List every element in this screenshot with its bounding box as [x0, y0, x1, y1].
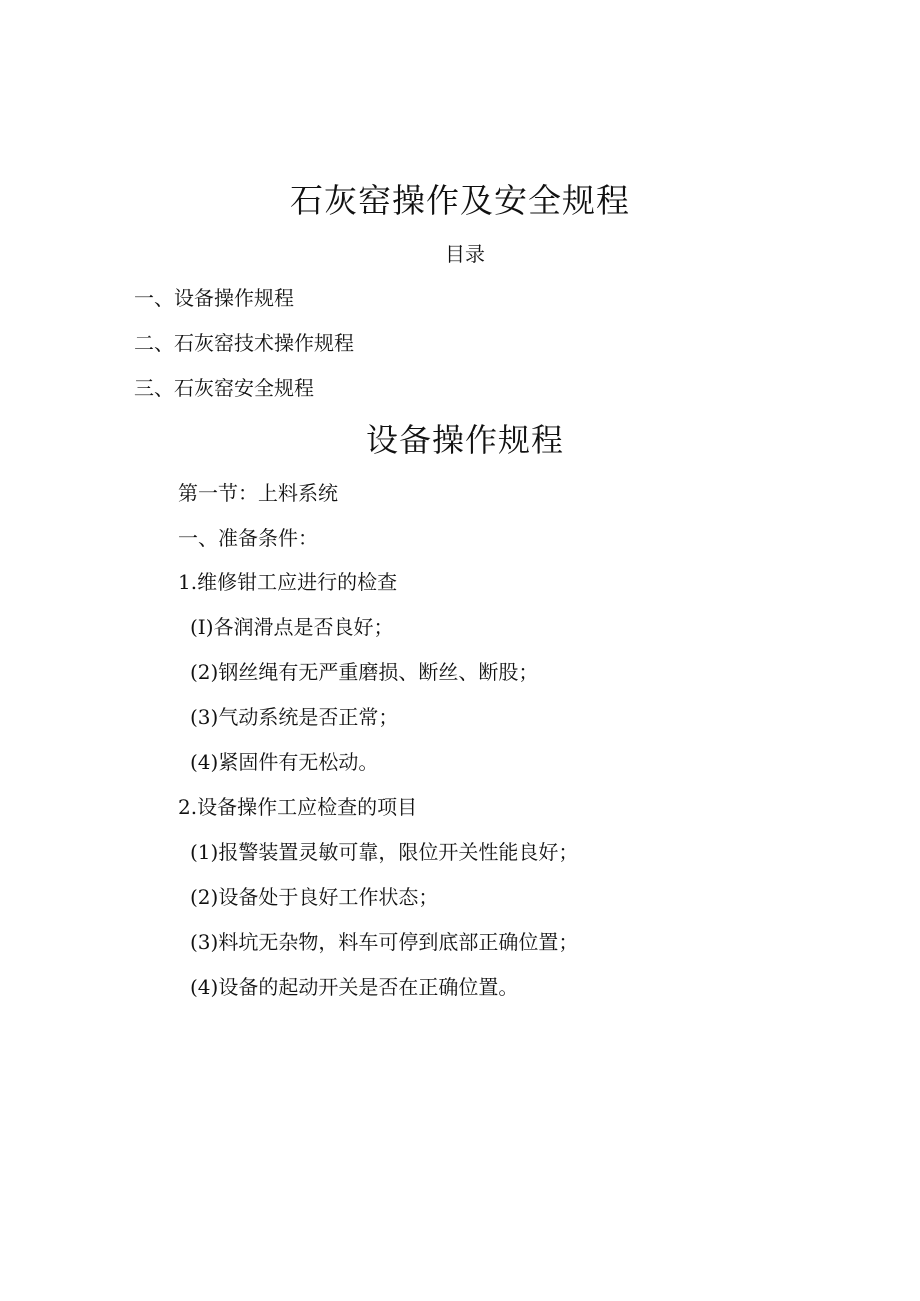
check-item: (4)紧固件有无松动。: [190, 750, 379, 774]
preparation-heading: 一、准备条件：: [178, 526, 318, 550]
section-title: 设备操作规程: [365, 421, 564, 459]
section-subtitle: 第一节：上料系统: [178, 481, 338, 505]
check-item: (1)报警装置灵敏可靠，限位开关性能良好；: [190, 840, 579, 864]
toc-heading: 目录: [445, 242, 485, 266]
check-group-heading: 1.维修钳工应进行的检查: [178, 570, 398, 594]
document-title: 石灰窑操作及安全规程: [290, 181, 630, 220]
check-item: (4)设备的起动开关是否在正确位置。: [190, 975, 519, 999]
check-group-heading: 2.设备操作工应检查的项目: [178, 795, 418, 819]
check-item: (I)各润滑点是否良好；: [190, 615, 394, 639]
check-item: (2)设备处于良好工作状态；: [190, 885, 439, 909]
toc-item: 三、石灰窑安全规程: [134, 376, 314, 400]
check-item: (2)钢丝绳有无严重磨损、断丝、断股；: [190, 660, 539, 684]
check-item: (3)料坑无杂物，料车可停到底部正确位置；: [190, 930, 579, 954]
toc-item: 二、石灰窑技术操作规程: [134, 331, 354, 355]
check-item: (3)气动系统是否正常；: [190, 705, 399, 729]
toc-item: 一、设备操作规程: [134, 286, 294, 310]
